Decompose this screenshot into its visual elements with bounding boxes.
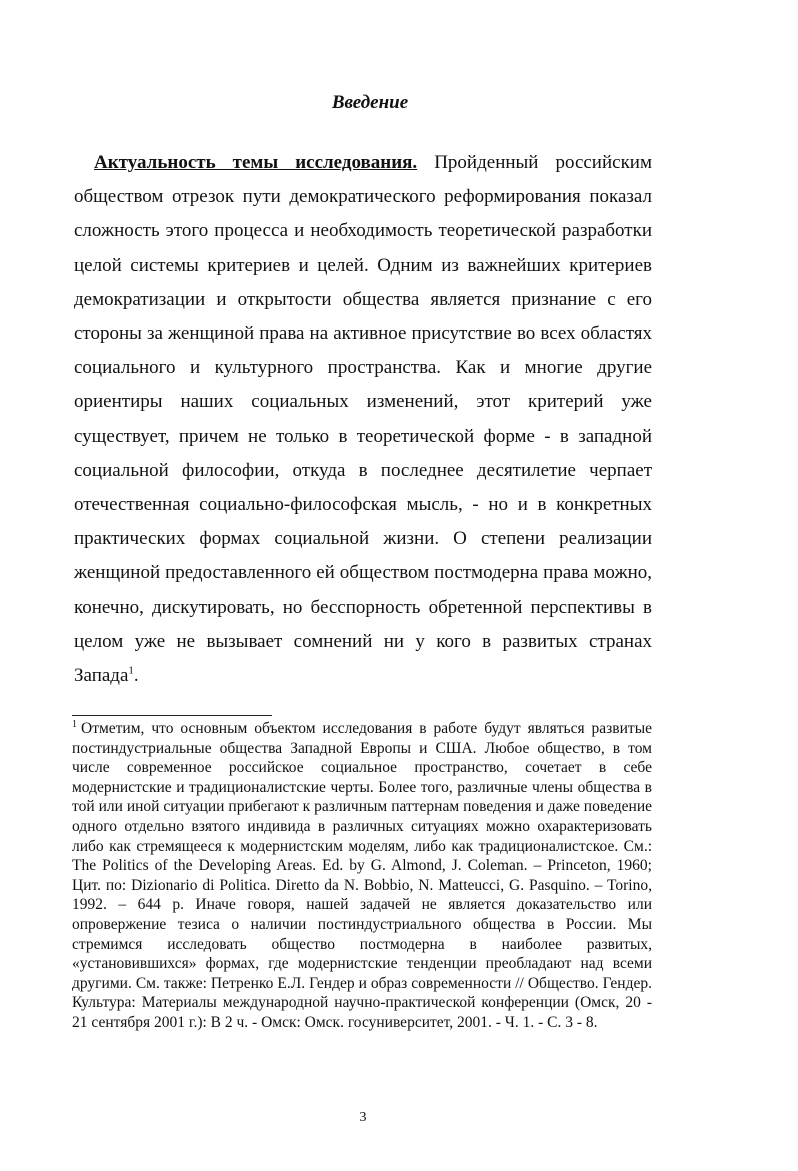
footnote-separator	[72, 715, 272, 716]
paragraph	[74, 146, 652, 693]
footnote-text: Отметим, что основным объектом исследования в работе будут являться развитые постиндустриальные общества Западной Европы и США. Любое общество, в том числе современное российское социальное пространство, сочетает в себе модернистские и традиционалистские черты. Более того, различные члены общества в той или иной ситуации прибегают к различным паттернам поведения и даже поведение одного отдельно взятого индивида в различных ситуациях можно охарактеризовать либо как стремящееся к модернистским моделям, либо как традиционалистское. См.: The Politics of the Developing Areas. Ed. by G. Almond, J. Coleman. – Princeton, 1960; Цит. по: Dizionario di Politica. Diretto da N. Bobbio, N. Matteucci, G. Pasquino. – Torino, 1992. – 644 p. Иначе говоря, нашей задачей не является доказательство или опровержение тезиса о наличии постиндустриального общества в России. Мы стремимся исследовать общество постмодерна в наиболее развитых, «установившихся» формах, где модернистские тенденции преобладают над всеми другими. См. также: Петренко Е.Л. Гендер и образ современности // Общество. Гендер. Культура: Материалы международной научно-практической конференции (Омск, 20 - 21 сентября 2001 г.): В 2 ч. - Омск: Омск. госуниверситет, 2001. - Ч. 1. - С. 3 - 8.	[72, 720, 652, 1031]
paragraph-end: .	[133, 665, 139, 687]
section-lead-heading: Актуальность темы исследования.	[94, 152, 418, 173]
footnote-reference: 1	[128, 664, 134, 677]
footnote	[72, 719, 652, 1033]
page-title: Введение	[331, 92, 409, 113]
footnote-marker: 1	[72, 718, 77, 730]
footnote-body	[72, 719, 652, 1033]
paragraph-text: Пройденный российским обществом отрезок пути демократического реформирования показал сложность этого процесса и необходимость теоретической разработки целой системы критериев и целей. Одним из важнейших критериев демократизации и открытости общества является признание с его стороны за женщиной права на активное присутствие во всех областях социального и культурного пространства. Как и многие другие ориентиры наших социальных изменений, этот критерий уже существует, причем не только в теоретической форме - в западной социальной философии, откуда в последнее десятилетие черпает отечественная социально-философская мысль, - но и в конкретных практических формах социальной жизни. О степени реализации женщиной предоставленного ей обществом постмодерна права можно, конечно, дискутировать, но бесспорность обретенной перспективы в целом уже не вызывает сомнений ни у кого в развитых странах Запада	[74, 152, 653, 687]
page-number: 3	[359, 1110, 367, 1125]
main-paragraph	[74, 146, 652, 693]
